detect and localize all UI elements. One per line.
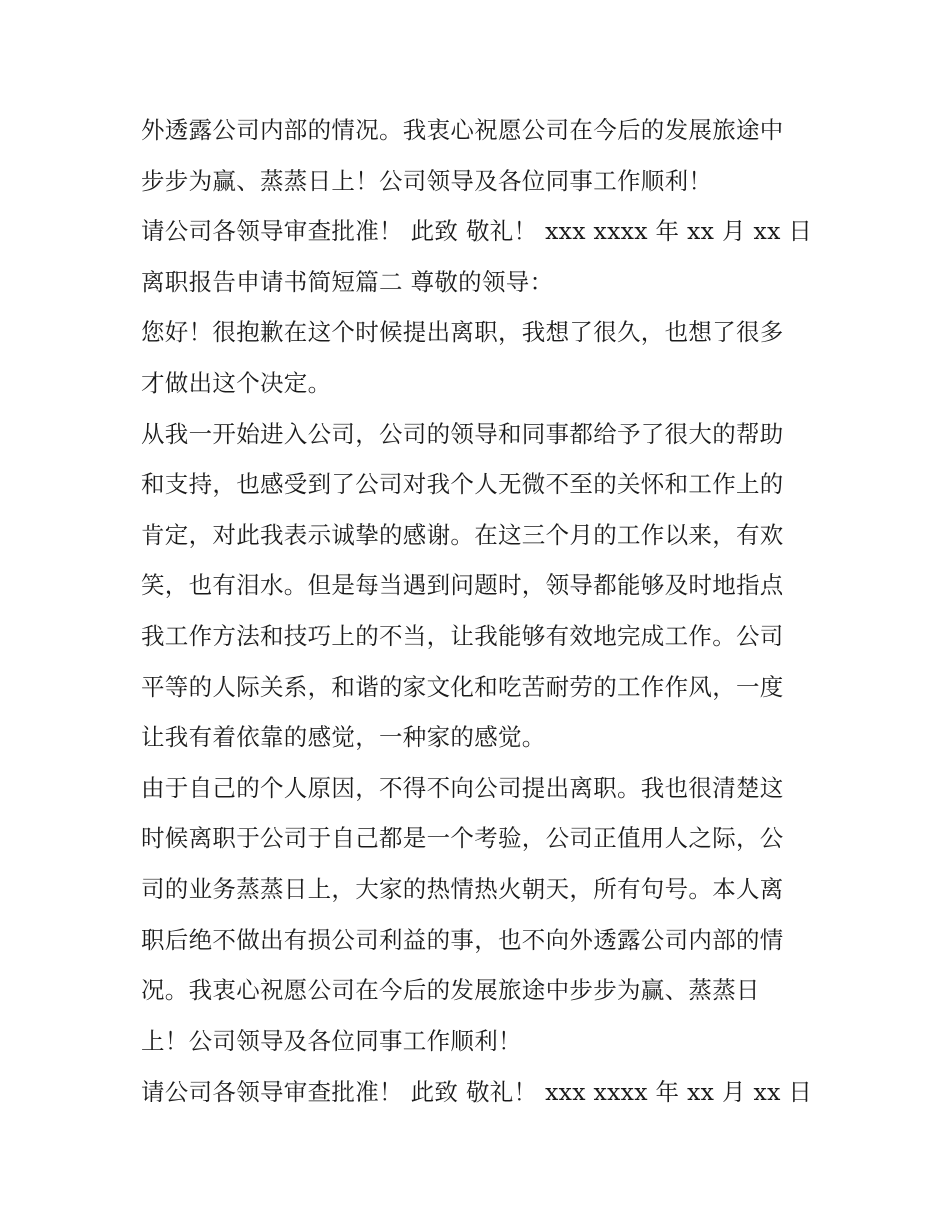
text-line: 笑，也有泪水。但是每当遇到问题时，领导都能够及时地指点 [141,571,784,599]
section-heading-line: 离职报告申请书简短篇二 尊敬的领导： [141,268,554,296]
text-line: 肯定，对此我表示诚挚的感谢。在这三个月的工作以来，有欢 [141,521,784,549]
text-line: 职后绝不做出有损公司利益的事，也不向外透露公司内部的情 [141,926,784,954]
text-line: 我工作方法和技巧上的不当，让我能够有效地完成工作。公司 [141,622,784,650]
text-line: 由于自己的个人原因，不得不向公司提出离职。我也很清楚这 [141,774,784,802]
text-line: 况。我衷心祝愿公司在今后的发展旅途中步步为赢、蒸蒸日 [141,976,760,1004]
text-line: 外透露公司内部的情况。我衷心祝愿公司在今后的发展旅途中 [141,116,784,144]
text-line: 和支持，也感受到了公司对我个人无微不至的关怀和工作上的 [141,470,784,498]
text-line: 让我有着依靠的感觉，一种家的感觉。 [141,723,546,751]
text-line: 您好！很抱歉在这个时候提出离职，我想了很久，也想了很多 [141,318,784,346]
text-line: 请公司各领导审查批准！ 此致 敬礼！ xxx xxxx 年 xx 月 xx 日 [141,1078,813,1106]
text-line: 请公司各领导审查批准！ 此致 敬礼！ xxx xxxx 年 xx 月 xx 日 [141,217,813,245]
text-line: 步步为赢、蒸蒸日上！公司领导及各位同事工作顺利！ [141,167,713,195]
text-line: 才做出这个决定。 [141,369,332,397]
text-line: 司的业务蒸蒸日上，大家的热情热火朝天，所有句号。本人离 [141,875,784,903]
text-line: 平等的人际关系，和谐的家文化和吃苦耐劳的工作作风，一度 [141,673,784,701]
text-line: 从我一开始进入公司，公司的领导和同事都给予了很大的帮助 [141,420,784,448]
text-line: 上！公司领导及各位同事工作顺利！ [141,1027,522,1055]
text-line: 时候离职于公司于自己都是一个考验，公司正值用人之际，公 [141,824,784,852]
